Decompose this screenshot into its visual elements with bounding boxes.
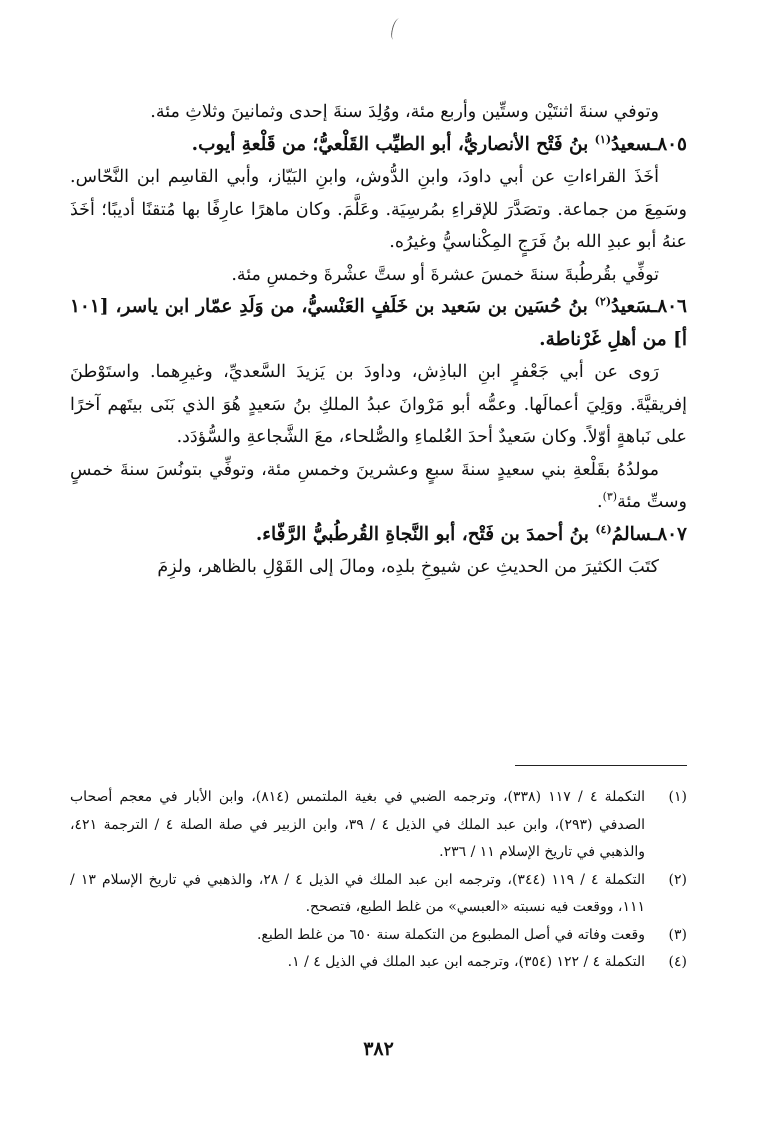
entry-807-title: بنُ أحمدَ بن فَتْح، أبو النَّجاةِ القُرطُبيُّ الرَّفّاء. <box>255 523 596 545</box>
entry-805-number: ٨٠٥ـ <box>651 133 687 155</box>
footnote-4-text: التكملة ٤ / ١٢٢ (٣٥٤)، وترجمه ابن عبد الملك في الذيل ٤ / ١. <box>287 954 645 970</box>
footnote-ref-2[interactable]: (٢) <box>594 294 612 308</box>
footnote-ref-3[interactable]: (٣) <box>602 490 618 504</box>
entry-806-heading <box>70 291 687 356</box>
footnotes <box>70 784 687 977</box>
footnote-2-number: (٢) <box>668 871 687 888</box>
footnote-separator <box>515 765 687 766</box>
footnote-3-text: وقعت وفاته في أصل المطبوع من التكملة سنة ٦٥٠ من غلط الطبع. <box>256 926 645 943</box>
entry-806-name: سَعيدُ <box>611 296 652 317</box>
entry-805-title: بنُ فَتْح الأنصاريُّ، أبو الطيِّب القَلْعيُّ؛ من قَلْعةِ أيوب. <box>191 133 595 155</box>
entry-807-heading <box>70 519 687 552</box>
entry-806-death-end: . <box>597 492 603 512</box>
footnote-4 <box>70 949 687 977</box>
entry-807-name: سالمُ <box>611 523 652 545</box>
entry-805-heading <box>70 129 687 162</box>
footnote-1-number: (١) <box>668 789 687 805</box>
footnote-4-number: (٤) <box>668 954 687 970</box>
main-text <box>70 96 687 584</box>
continuation-line: وتوفي سنةَ اثنتَيْن وستِّين وأربع مئة، ووُلِدَ سنةَ إحدى وثمانينَ وثلاثِ مئة. <box>150 102 659 122</box>
entry-806-death-text: مولدُهُ بقَلْعةِ بني سعيدٍ سنةَ سبعٍ وعشرينَ وخمسِ مئة، وتوفِّي بتونُسَ سنةَ خمسٍ وستِّ مئة <box>70 459 687 512</box>
footnote-ref-1[interactable]: (١) <box>594 132 612 146</box>
entry-805-body: أخَذَ القراءاتِ عن أبي داودَ، وابنِ الدُّوش، وابنِ البَيّاز، وأبي القاسِم ابن النَّحّاس. وسَمِعَ من جماعة. وتصَدَّرَ للإقراءِ بمُرسِيَة. وعَلَّمَ. وكان ماهرًا عارِفًا بها مُتقنًا أديبًا؛ أخَذَ عنهُ أبو عبدِ الله بنُ فَرَجٍ المِكْناسيُّ وغيرُه. <box>70 167 687 252</box>
footnote-ref-4[interactable]: (٤) <box>595 522 612 536</box>
entry-806-death <box>70 454 687 519</box>
entry-806-body: رَوى عن أبي جَعْفرٍ ابنِ الباذِش، وداودَ بن يَزيدَ السَّعديِّ، وغيرِهما. واستَوْطنَ إفريقيَّةَ. ووَلِيَ أعمالَها. وعمُّه أبو مَرْوانَ عبدُ الملكِ بنُ سَعيدٍ هُوَ الذي بَنَى بيتَهم آخرًا على نَباهةٍ أوّلاً. وكان سَعيدٌ أحدَ العُلماءِ والصُّلحاء، معَ الشَّجاعةِ والسُّؤدَد. <box>70 362 687 447</box>
entry-806-title: بنُ حُسَين بن سَعيد بن خَلَفٍ العَنْسيُّ، من وَلَدِ عمّار ابن ياسر، [١٠١ أ] من أهلِ غَرْناطة. <box>70 296 687 350</box>
footnote-2-text: التكملة ٤ / ١١٩ (٣٤٤)، وترجمه ابن عبد الملك في الذيل ٤ / ٢٨، والذهبي في تاريخ الإسلام ١٣ / ١١١، ووقعت فيه نسبته «العبسي» من غلط الطبع، فتصحح. <box>70 871 645 915</box>
entry-807-body: كتَبَ الكثيرَ من الحديثِ عن شيوخِ بلدِه، ومالَ إلى القَوْلِ بالظاهر، ولزِمَ <box>157 557 659 577</box>
page-number: ٣٨٢ <box>363 1038 394 1060</box>
entry-807-number: ٨٠٧ـ <box>651 523 687 545</box>
footnote-3-number: (٣) <box>668 926 687 943</box>
footnote-1-text: التكملة ٤ / ١١٧ (٣٣٨)، وترجمه الضبي في بغية الملتمس (٨١٤)، وابن الأبار في معجم أصحاب الصدفي (٢٩٣)، وابن عبد الملك في الذيل ٤ / ٣٩، وابن الزبير في صلة الصلة ٤ / الترجمة ٤٢١، والذهبي في تاريخ الإسلام ١١ / ٢٣٦. <box>70 789 646 860</box>
entry-806-number: ٨٠٦ـ <box>651 296 687 317</box>
entry-805-death: توفِّي بقُرطُبةَ سنةَ خمسَ عشرةَ أو ستَّ عشْرةَ وخمسِ مئة. <box>231 264 659 285</box>
footnote-3 <box>70 922 687 950</box>
footnote-2 <box>70 867 687 922</box>
entry-805-name: سعيدُ <box>611 133 652 155</box>
footnote-1 <box>70 784 687 867</box>
margin-mark <box>390 17 403 40</box>
